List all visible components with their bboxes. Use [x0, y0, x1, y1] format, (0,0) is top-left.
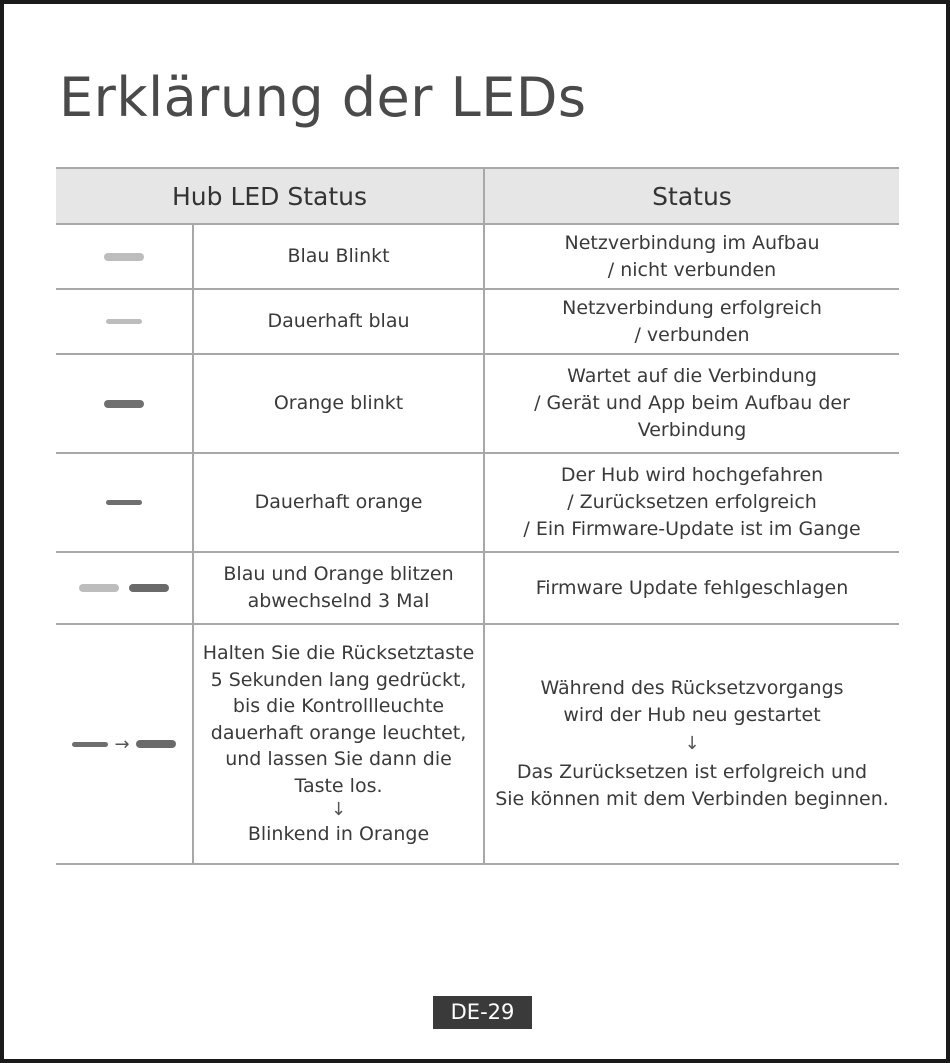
page-title: Erklärung der LEDs — [59, 66, 587, 129]
led-label: Orange blinkt — [193, 354, 484, 453]
blue-solid-led-icon — [106, 319, 142, 324]
orange-solid-led-icon — [72, 742, 108, 747]
arrow-down-icon: ↓ — [684, 733, 700, 754]
status-cell: Wartet auf die Verbindung / Gerät und App beim Aufbau der Verbindung — [484, 354, 899, 453]
status-cell: Während des Rücksetzvorgangs wird der Hub neu gestartet ↓ Das Zurücksetzen ist erfolgreich und Sie können mit dem Verbinden beginnen. — [484, 624, 899, 864]
table-header-row — [56, 168, 899, 224]
led-cell — [56, 453, 193, 552]
led-label: Blau Blinkt — [193, 224, 484, 289]
orange-blink-led-icon — [136, 740, 176, 748]
table-row — [56, 552, 899, 624]
led-cell — [56, 552, 193, 624]
led-cell — [56, 624, 193, 864]
led-label: Blau und Orange blitzen abwechselnd 3 Mal — [193, 552, 484, 624]
header-status: Status — [484, 168, 899, 224]
orange-solid-led-icon — [106, 500, 142, 505]
table-row — [56, 453, 899, 552]
status-cell: Netzverbindung erfolgreich / verbunden — [484, 289, 899, 354]
status-cell: Der Hub wird hochgefahren / Zurücksetzen erfolgreich / Ein Firmware-Update ist im Gange — [484, 453, 899, 552]
status-cell: Firmware Update fehlgeschlagen — [484, 552, 899, 624]
table-row — [56, 354, 899, 453]
led-status-table — [56, 167, 899, 865]
page-number: DE-29 — [433, 996, 532, 1029]
orange-blink-led-icon — [104, 400, 144, 408]
blue-blink-led-icon — [79, 584, 119, 592]
arrow-down-icon: ↓ — [330, 799, 347, 821]
blue-blink-led-icon — [104, 253, 144, 261]
led-cell — [56, 289, 193, 354]
led-cell — [56, 224, 193, 289]
led-cell — [56, 354, 193, 453]
header-hub-led-status: Hub LED Status — [56, 168, 484, 224]
orange-blink-led-icon — [129, 584, 169, 592]
led-label: Dauerhaft blau — [193, 289, 484, 354]
table-row — [56, 289, 899, 354]
status-cell: Netzverbindung im Aufbau / nicht verbunden — [484, 224, 899, 289]
table-row — [56, 224, 899, 289]
led-label: Halten Sie die Rücksetztaste 5 Sekunden lang gedrückt, bis die Kontrollleuchte dauerhaft orange leuchtet, und lassen Sie dann die Taste los. ↓ Blinkend in Orange — [193, 624, 484, 864]
table-row — [56, 624, 899, 864]
arrow-right-icon: → — [114, 733, 130, 755]
led-label: Dauerhaft orange — [193, 453, 484, 552]
